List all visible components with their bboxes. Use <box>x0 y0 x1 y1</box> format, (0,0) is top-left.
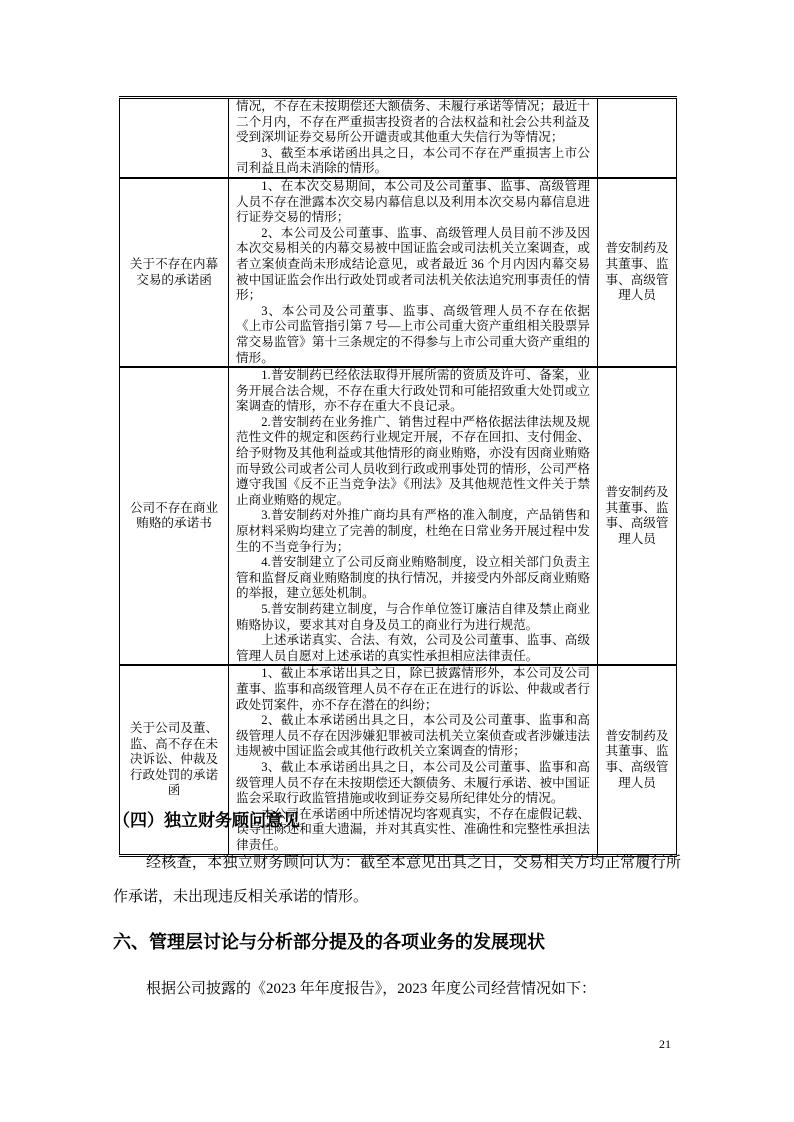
commitment-paragraph: 本公司在承诺函中所述情况均客观真实，不存在虚假记载、误导性陈述和重大遗漏，并对其真实性、准确性和完整性承担法律责任。 <box>236 806 590 852</box>
section-heading-advisor-opinion: （四）独立财务顾问意见 <box>113 811 300 830</box>
commitment-party: 普安制药及其董事、监事、高级管理人员 <box>598 367 677 665</box>
commitment-content <box>229 367 598 665</box>
commitment-paragraph: 2.普安制药在业务推广、销售过程中严格依据法律法规及规范性文件的规定和医药行业规定开展，不存在回扣、支付佣金、给予财物及其他利益或其他情形的商业贿赂，亦没有因商业贿赂而导致公司或者公司人员收到行政或刑事处罚的情形，公司严格遵守我国《反不正当竞争法》《刑法》及其他规范性文件关于禁止商业贿赂的规定。 <box>236 414 590 507</box>
commitment-paragraph: 3、截至本承诺函出具之日，本公司不存在严重损害上市公司利益且尚未消除的情形。 <box>236 145 590 176</box>
commitments-table <box>119 96 677 857</box>
commitment-paragraph: 3.普安制药对外推广商均具有严格的准入制度，产品销售和原材料采购均建立了完善的制度，杜绝在日常业务开展过程中发生的不当竞争行为； <box>236 508 590 554</box>
commitment-paragraph: 5.普安制药建立制度，与合作单位签订廉洁自律及禁止商业贿赂协议，要求其对自身及员工的商业行为进行规范。 <box>236 602 590 632</box>
mda-paragraph: 根据公司披露的《2023 年年度报告》，2023 年度公司经营情况如下： <box>146 981 597 997</box>
commitment-paragraph: 3、本公司及公司董事、监事、高级管理人员不存在依据《上市公司监管指引第 7 号—上市公司重大资产重组相关股票异常交易监管》第十三条规定的不得参与上市公司重大资产重组的情形。 <box>236 303 590 365</box>
commitment-paragraph: 上述承诺真实、合法、有效，公司及公司董事、监事、高级管理人员自愿对上述承诺的真实性承担相应法律责任。 <box>236 633 590 663</box>
commitment-paragraph: 1、截止本承诺出具之日，除已披露情形外，本公司及公司董事、监事和高级管理人员不存在正在进行的诉讼、仲裁或者行政处罚案件，亦不存在潜在的纠纷； <box>236 666 590 712</box>
commitment-content <box>229 98 598 178</box>
commitment-label <box>120 98 229 178</box>
table-row-insider-trading <box>120 178 677 367</box>
table-row-continued <box>120 98 677 178</box>
commitment-label: 关于公司及董、监、高不存在未决诉讼、仲裁及行政处罚的承诺函 <box>120 665 229 855</box>
commitment-paragraph: 4.普安制建立了公司反商业贿赂制度，设立相关部门负责主管和监督反商业贿赂制度的执行情况，并接受内外部反商业贿赂的举报，建立惩处机制。 <box>236 555 590 601</box>
commitment-paragraph: 1、在本次交易期间，本公司及公司董事、监事、高级管理人员不存在泄露本次交易内幕信息以及利用本次交易内幕信息进行证券交易的情形； <box>236 178 590 225</box>
section-heading-mda: 六、管理层讨论与分析部分提及的各项业务的发展现状 <box>113 932 545 952</box>
table-row-commercial-bribery <box>120 367 677 665</box>
commitment-paragraph: 2、本公司及公司董事、监事、高级管理人员目前不涉及因本次交易相关的内幕交易被中国证监会或司法机关立案调查，或者立案侦查尚未形成结论意见，或者最近 36 个月内因内幕交易被中国证监会作出行政处罚或者司法机关依法追究刑事责任的情形； <box>236 225 590 303</box>
page-number: 21 <box>659 1037 671 1051</box>
commitment-paragraph: 情况，不存在未按期偿还大额债务、未履行承诺等情况；最近十二个月内，不存在严重损害投资者的合法权益和社会公共利益及受到深圳证券交易所公开谴责或其他重大失信行为等情况； <box>236 99 590 145</box>
commitment-party: 普安制药及其董事、监事、高级管理人员 <box>598 178 677 367</box>
commitment-party: 普安制药及其董事、监事、高级管理人员 <box>598 665 677 855</box>
commitment-paragraph: 2、截止本承诺函出具之日，本公司及公司董事、监事和高级管理人员不存在因涉嫌犯罪被司法机关立案侦查或者涉嫌违法违规被中国证监会或其他行政机关立案调查的情形； <box>236 713 590 759</box>
advisor-opinion-paragraph: 经核查，本独立财务顾问认为：截至本意见出具之日，交易相关方均正常履行所作承诺，未出现违反相关承诺的情形。 <box>113 855 681 905</box>
commitment-paragraph: 1.普安制药已经依法取得开展所需的资质及许可、备案，业务开展合法合规，不存在重大行政处罚和可能招致重大处罚或立案调查的情形，亦不存在重大不良记录。 <box>236 368 590 414</box>
commitment-paragraph: 3、截止本承诺函出具之日，本公司及公司董事、监事和高级管理人员不存在未按期偿还大额债务、未履行承诺、被中国证监会采取行政监管措施或收到证券交易所纪律处分的情况。 <box>236 759 590 806</box>
commitment-label: 公司不存在商业贿赂的承诺书 <box>120 367 229 665</box>
commitment-party <box>598 98 677 178</box>
commitment-content <box>229 178 598 367</box>
commitment-label: 关于不存在内幕交易的承诺函 <box>120 178 229 367</box>
